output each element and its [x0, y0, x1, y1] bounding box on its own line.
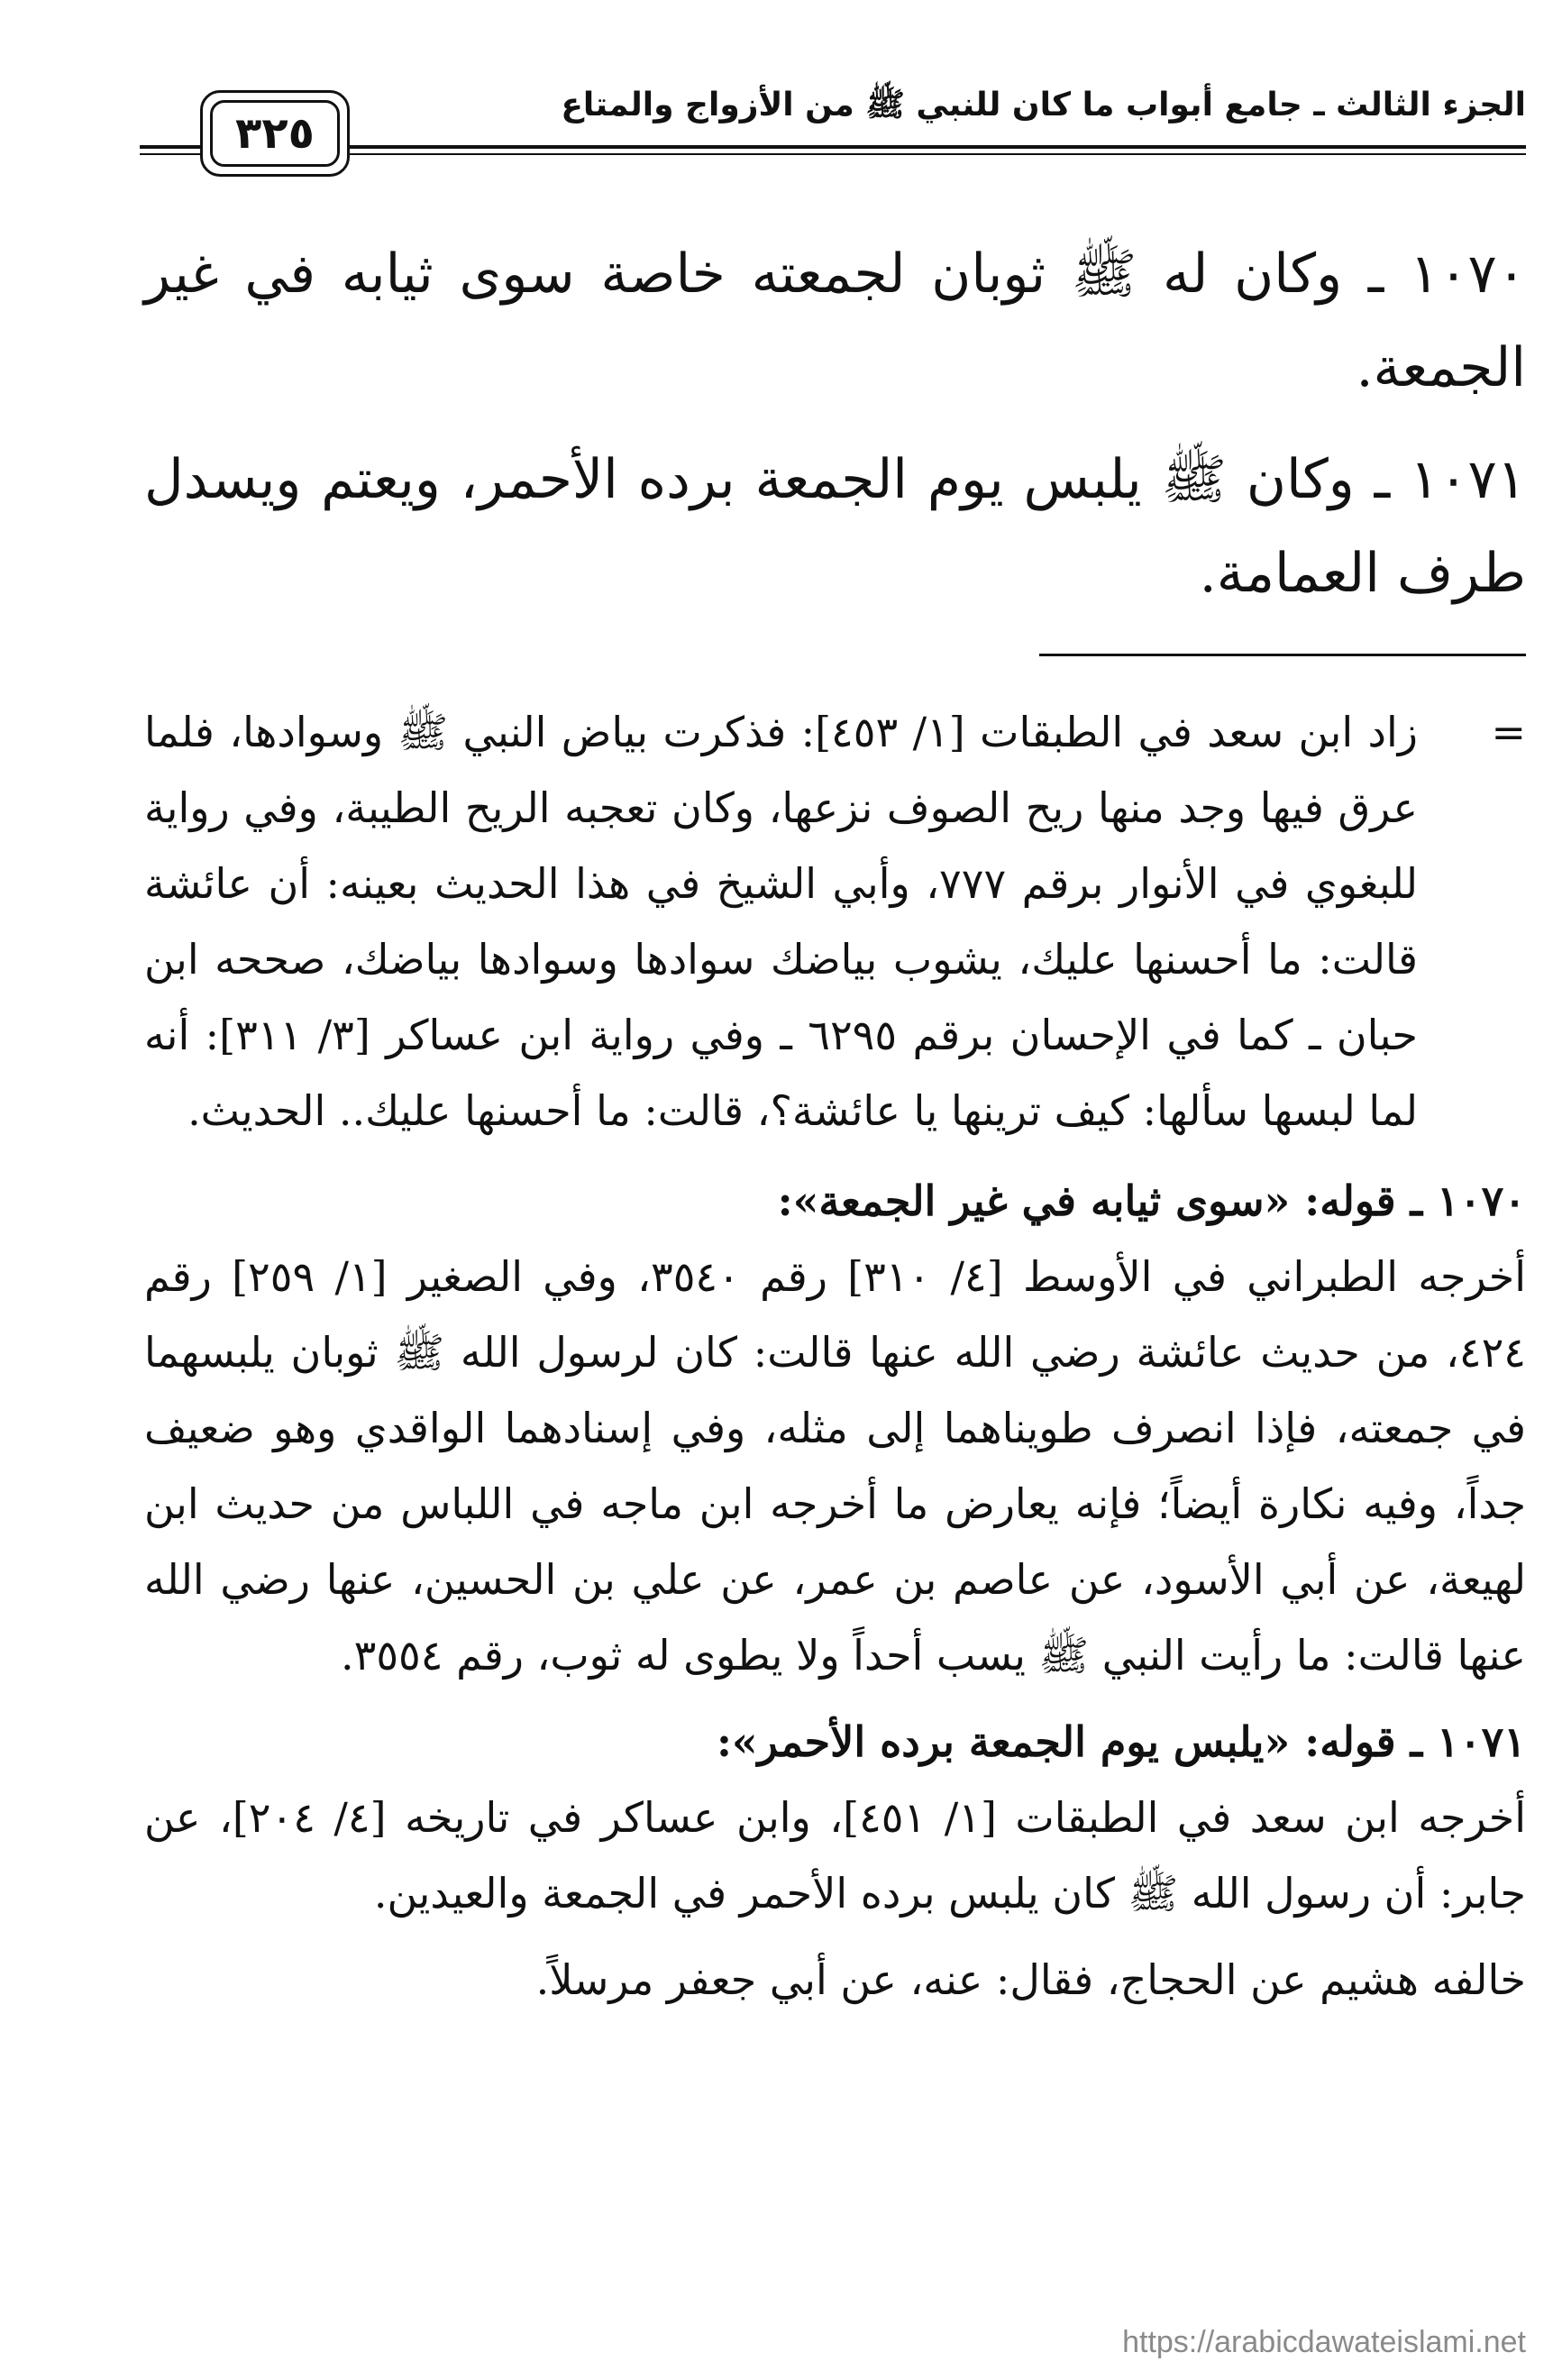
- footnote-1070-text: أخرجه الطبراني في الأوسط [٤/ ٣١٠] رقم ٣٥٤٠، وفي الصغير [١/ ٢٥٩] رقم ٤٢٤، من حديث عائشة رضي الله عنها قالت: كان لرسول الله ﷺ ثوبان يلبسهما في جمعته، فإذا انصرف طويناهما إلى مثله، وفي إسنادهما الواقدي وهو ضعيف جداً، وفيه نكارة أيضاً؛ فإنه يعارض ما أخرجه ابن ماجه في اللباس من حديث ابن لهيعة، عن أبي الأسود، عن عاصم بن عمر، عن علي بن الحسين، عنها رضي الله عنها قالت: ما رأيت النبي ﷺ يسب أحداً ولا يطوى له ثوب، رقم ٣٥٥٤.: [144, 1252, 1526, 1680]
- watermark-url: https://arabicdawateislami.net: [1122, 2325, 1526, 2359]
- footnote-1071-extra: خالفه هشيم عن الحجاج، فقال: عنه، عن أبي جعفر مرسلاً.: [535, 1955, 1526, 2004]
- continuation-mark: =: [1491, 708, 1526, 756]
- main-text: [144, 227, 1526, 638]
- footnote-continuation: [144, 694, 1526, 1149]
- page-number: ٣٢٥: [210, 100, 340, 167]
- running-title: الجزء الثالث ـ جامع أبواب ما كان للنبي ﷺ من الأزواج والمتاع: [561, 87, 1526, 124]
- main-paragraph-1071: ١٠٧١ ـ وكان ﷺ يلبس يوم الجمعة برده الأحمر، ويعتم ويسدل طرف العمامة.: [144, 448, 1526, 605]
- footnote-separator: [1039, 654, 1526, 656]
- continuation-text: زاد ابن سعد في الطبقات [١/ ٤٥٣]: فذكرت بياض النبي ﷺ وسوادها، فلما عرق فيها وجد منها ريح الصوف نزعها، وكان تعجبه الريح الطيبة، وفي رواية للبغوي في الأنوار برقم ٧٧٧، وأبي الشيخ في هذا الحديث بعينه: أن عائشة قالت: ما أحسنها عليك، يشوب بياضك سوادها وسوادها بياضك، صححه ابن حبان ـ كما في الإحسان برقم ٦٢٩٥ ـ وفي رواية ابن عساكر [٣/ ٣١١]: أنه لما لبسها سألها: كيف ترينها يا عائشة؟، قالت: ما أحسنها عليك.. الحديث.: [144, 708, 1418, 1135]
- footnotes: [144, 694, 1526, 2018]
- footnote-1071-heading: ١٠٧١ ـ قوله: «يلبس يوم الجمعة برده الأحمر»:: [716, 1717, 1526, 1766]
- footnote-1070-heading: ١٠٧٠ ـ قوله: «سوى ثيابه في غير الجمعة»:: [777, 1176, 1526, 1225]
- page-number-frame: [200, 90, 350, 177]
- main-paragraph-1070: ١٠٧٠ ـ وكان له ﷺ ثوبان لجمعته خاصة سوى ثيابه في غير الجمعة.: [144, 243, 1526, 399]
- footnote-1071-text: أخرجه ابن سعد في الطبقات [١/ ٤٥١]، وابن عساكر في تاريخه [٤/ ٢٠٤]، عن جابر: أن رسول الله ﷺ كان يلبس برده الأحمر في الجمعة والعيدين.: [144, 1793, 1526, 1918]
